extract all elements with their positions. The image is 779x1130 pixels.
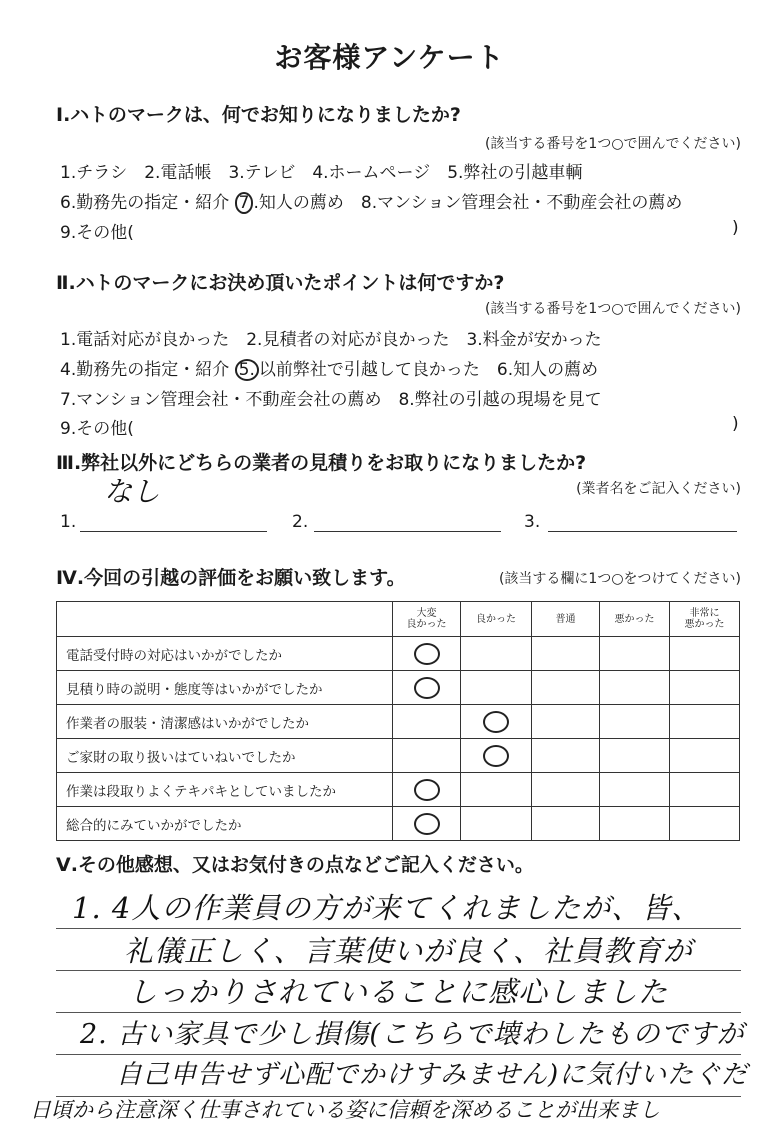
- rating-cell[interactable]: [670, 807, 740, 841]
- rating-row: [57, 773, 740, 807]
- rating-cell[interactable]: [532, 807, 600, 841]
- page-title: お客様アンケート: [274, 41, 505, 74]
- q2-other-label: 9.その他(: [60, 419, 134, 439]
- rating-question: 作業者の服装・清潔感はいかがでしたか: [57, 705, 393, 739]
- rating-row: [57, 739, 740, 773]
- column-header: 悪かった: [600, 602, 670, 637]
- rating-question: 見積り時の説明・態度等はいかがでしたか: [57, 671, 393, 705]
- rating-question: 総合的にみていかがでしたか: [57, 807, 393, 841]
- rating-cell[interactable]: [461, 637, 532, 671]
- circle-mark-icon: [414, 813, 440, 835]
- q1-options-line1: 1.チラシ 2.電話帳 3.テレビ 4.ホームページ 5.弊社の引越車輌: [60, 163, 583, 183]
- q3-label-2: 2.: [292, 512, 309, 532]
- column-header: 良かった: [461, 602, 532, 637]
- rating-question: ご家財の取り扱いはていねいでしたか: [57, 739, 393, 773]
- rating-table: [56, 601, 740, 841]
- q1-note: (該当する番号を1つ○で囲んでください): [484, 136, 741, 152]
- rating-cell[interactable]: [461, 705, 532, 739]
- q2-heading: Ⅱ.ハトのマークにお決め頂いたポイントは何ですか?: [56, 272, 505, 294]
- rating-cell[interactable]: [461, 671, 532, 705]
- q2-options-line2: [60, 355, 598, 381]
- circle-mark-icon: [483, 745, 509, 767]
- q4-note: (該当する欄に1つ○をつけてください): [498, 571, 741, 587]
- rating-cell[interactable]: [393, 807, 461, 841]
- rating-cell[interactable]: [600, 705, 670, 739]
- rating-row: [57, 671, 740, 705]
- rating-question: 電話受付時の対応はいかがでしたか: [57, 637, 393, 671]
- rating-cell[interactable]: [600, 671, 670, 705]
- q1-option-6: 6.勤務先の指定・紹介: [60, 193, 230, 213]
- q1-heading: Ⅰ.ハトのマークは、何でお知りになりましたか?: [56, 104, 461, 126]
- q1-option-7-8: .知人の薦め 8.マンション管理会社・不動産会社の薦め: [253, 193, 683, 213]
- rating-cell[interactable]: [532, 739, 600, 773]
- rating-cell[interactable]: [393, 705, 461, 739]
- rating-row: [57, 637, 740, 671]
- rating-row: [57, 705, 740, 739]
- q2-note: (該当する番号を1つ○で囲んでください): [484, 301, 741, 317]
- comment-line-6: 日頃から注意深く仕事されている姿に信頼を深めることが出来まし: [30, 1098, 660, 1122]
- rating-cell[interactable]: [670, 671, 740, 705]
- rating-table-header: [57, 602, 740, 637]
- rating-cell[interactable]: [670, 705, 740, 739]
- rating-cell[interactable]: [393, 739, 461, 773]
- q3-heading: Ⅲ.弊社以外にどちらの業者の見積りをお取りになりましたか?: [56, 452, 587, 474]
- rating-question: 作業は段取りよくテキパキとしていましたか: [57, 773, 393, 807]
- q2-options-line3: 7.マンション管理会社・不動産会社の薦め 8.弊社の引越の現場を見て: [60, 390, 602, 410]
- q3-label-3: 3.: [524, 512, 541, 532]
- comment-line-3: しっかりされていることに感心しました: [128, 975, 669, 1009]
- header-blank: [57, 602, 393, 637]
- q1-options-line2: [60, 188, 682, 214]
- rating-cell[interactable]: [670, 739, 740, 773]
- rating-cell[interactable]: [600, 773, 670, 807]
- q3-note: (業者名をご記入ください): [576, 481, 741, 497]
- rating-cell[interactable]: [670, 773, 740, 807]
- rating-cell[interactable]: [600, 637, 670, 671]
- rating-cell[interactable]: [532, 671, 600, 705]
- q3-handwritten-answer: なし: [104, 475, 161, 508]
- rating-row: [57, 807, 740, 841]
- q2-option-4: 4.勤務先の指定・紹介: [60, 360, 230, 380]
- comment-line-4: 2. 古い家具で少し損傷(こちらで壊わしたものですが: [80, 1019, 745, 1050]
- rating-cell[interactable]: [600, 739, 670, 773]
- rating-cell[interactable]: [532, 637, 600, 671]
- rating-cell[interactable]: [532, 705, 600, 739]
- q3-field-2[interactable]: [314, 531, 501, 532]
- q2-options-line1: 1.電話対応が良かった 2.見積者の対応が良かった 3.料金が安かった: [60, 330, 602, 350]
- q2-other-close: ): [732, 414, 739, 434]
- rating-cell[interactable]: [393, 637, 461, 671]
- q3-label-1: 1.: [60, 512, 77, 532]
- q5-heading: Ⅴ.その他感想、又はお気付きの点などご記入ください。: [56, 854, 534, 876]
- rating-cell[interactable]: [393, 671, 461, 705]
- comment-line-1: 1. 4人の作業員の方が来てくれましたが、皆、: [72, 891, 702, 925]
- rating-cell[interactable]: [532, 773, 600, 807]
- column-header: 大変 良かった: [393, 602, 461, 637]
- circle-mark-icon: [414, 643, 440, 665]
- rating-cell[interactable]: [461, 773, 532, 807]
- q2-option-5-6: 以前弊社で引越して良かった 6.知人の薦め: [258, 360, 599, 380]
- circle-mark-icon: [414, 779, 440, 801]
- comment-line-5: 自己申告せず心配でかけすみません)に気付いたぐだ: [116, 1060, 749, 1090]
- rating-cell[interactable]: [670, 637, 740, 671]
- column-header: 非常に 悪かった: [670, 602, 740, 637]
- rating-cell[interactable]: [600, 807, 670, 841]
- q1-other-label: 9.その他(: [60, 223, 134, 243]
- column-header: 普通: [532, 602, 600, 637]
- rating-cell[interactable]: [461, 739, 532, 773]
- q1-other-close: ): [732, 218, 739, 238]
- q3-field-1[interactable]: [80, 531, 267, 532]
- q3-field-3[interactable]: [548, 531, 737, 532]
- rating-cell[interactable]: [393, 773, 461, 807]
- q1-selected-option-circle[interactable]: 7: [235, 192, 254, 214]
- circle-mark-icon: [483, 711, 509, 733]
- q4-heading: Ⅳ.今回の引越の評価をお願い致します。: [56, 567, 406, 589]
- rating-cell[interactable]: [461, 807, 532, 841]
- comment-line-2: 礼儀正しく、言葉使いが良く、社員教育が: [124, 934, 693, 968]
- circle-mark-icon: [414, 677, 440, 699]
- q2-selected-option-circle[interactable]: 5.: [235, 359, 259, 381]
